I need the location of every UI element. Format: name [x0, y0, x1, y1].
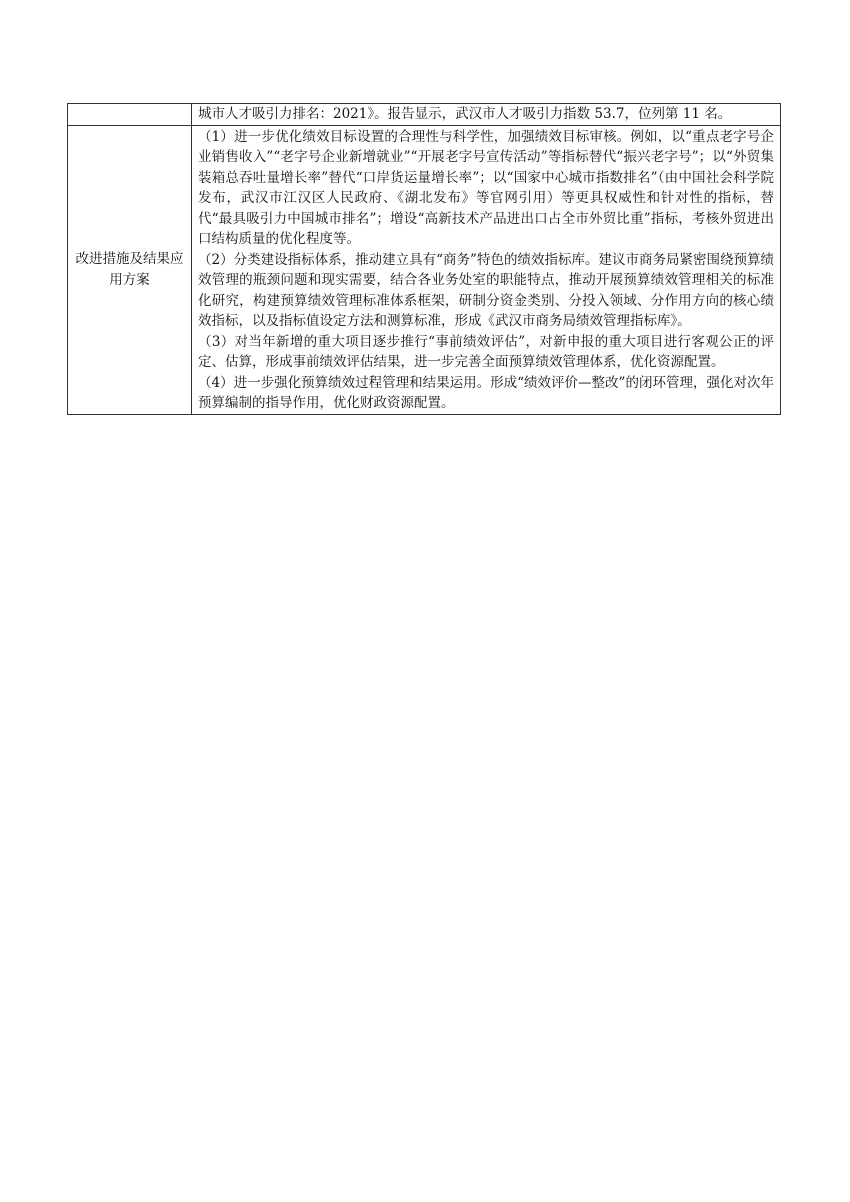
row-label: 改进措施及结果应用方案: [75, 250, 184, 288]
row-content-cell: [192, 104, 781, 126]
content-paragraph: （3）对当年新增的重大项目逐步推行“事前绩效评估”，对新申报的重大项目进行客观公正的评定、估算，形成事前绩效评估结果，进一步完善全面预算绩效管理体系，优化资源配置。: [198, 333, 774, 370]
content-paragraph: （4）进一步强化预算绩效过程管理和结果运用。形成“绩效评价—整改”的闭环管理，强化对次年预算编制的指导作用，优化财政资源配置。: [198, 374, 774, 411]
content-paragraph: （1）进一步优化绩效目标设置的合理性与科学性，加强绩效目标审核。例如，以“重点老字号企业销售收入”“老字号企业新增就业”“开展老字号宣传活动”等指标替代“振兴老字号”；以“外贸集装箱总吞吐量增长率”替代“口岸货运量增长率”；以“国家中心城市指数排名”（由中国社会科学院发布，武汉市江汉区人民政府、《湖北发布》等官网引用）等更具权威性和针对性的指标，替代“最具吸引力中国城市排名”；增设“高新技术产品进出口占全市外贸比重”指标，考核外贸进出口结构质量的优化程度等。: [198, 128, 774, 247]
row-label-cell: [68, 104, 192, 126]
table-row: [68, 125, 781, 414]
row-content-cell: [192, 125, 781, 414]
evaluation-table: [67, 103, 781, 415]
row-label-cell: [68, 125, 192, 414]
content-paragraph: （2）分类建设指标体系，推动建立具有“商务”特色的绩效指标库。建议市商务局紧密围绕预算绩效管理的瓶颈问题和现实需要，结合各业务处室的职能特点，推动开展预算绩效管理相关的标准化研究，构建预算绩效管理标准体系框架，研制分资金类别、分投入领域、分作用方向的核心绩效指标，以及指标值设定方法和测算标准，形成《武汉市商务局绩效管理指标库》。: [198, 251, 774, 329]
table-row: [68, 104, 781, 126]
content-paragraph: 城市人才吸引力排名：2021》。报告显示，武汉市人才吸引力指数 53.7，位列第 11 名。: [198, 106, 732, 122]
